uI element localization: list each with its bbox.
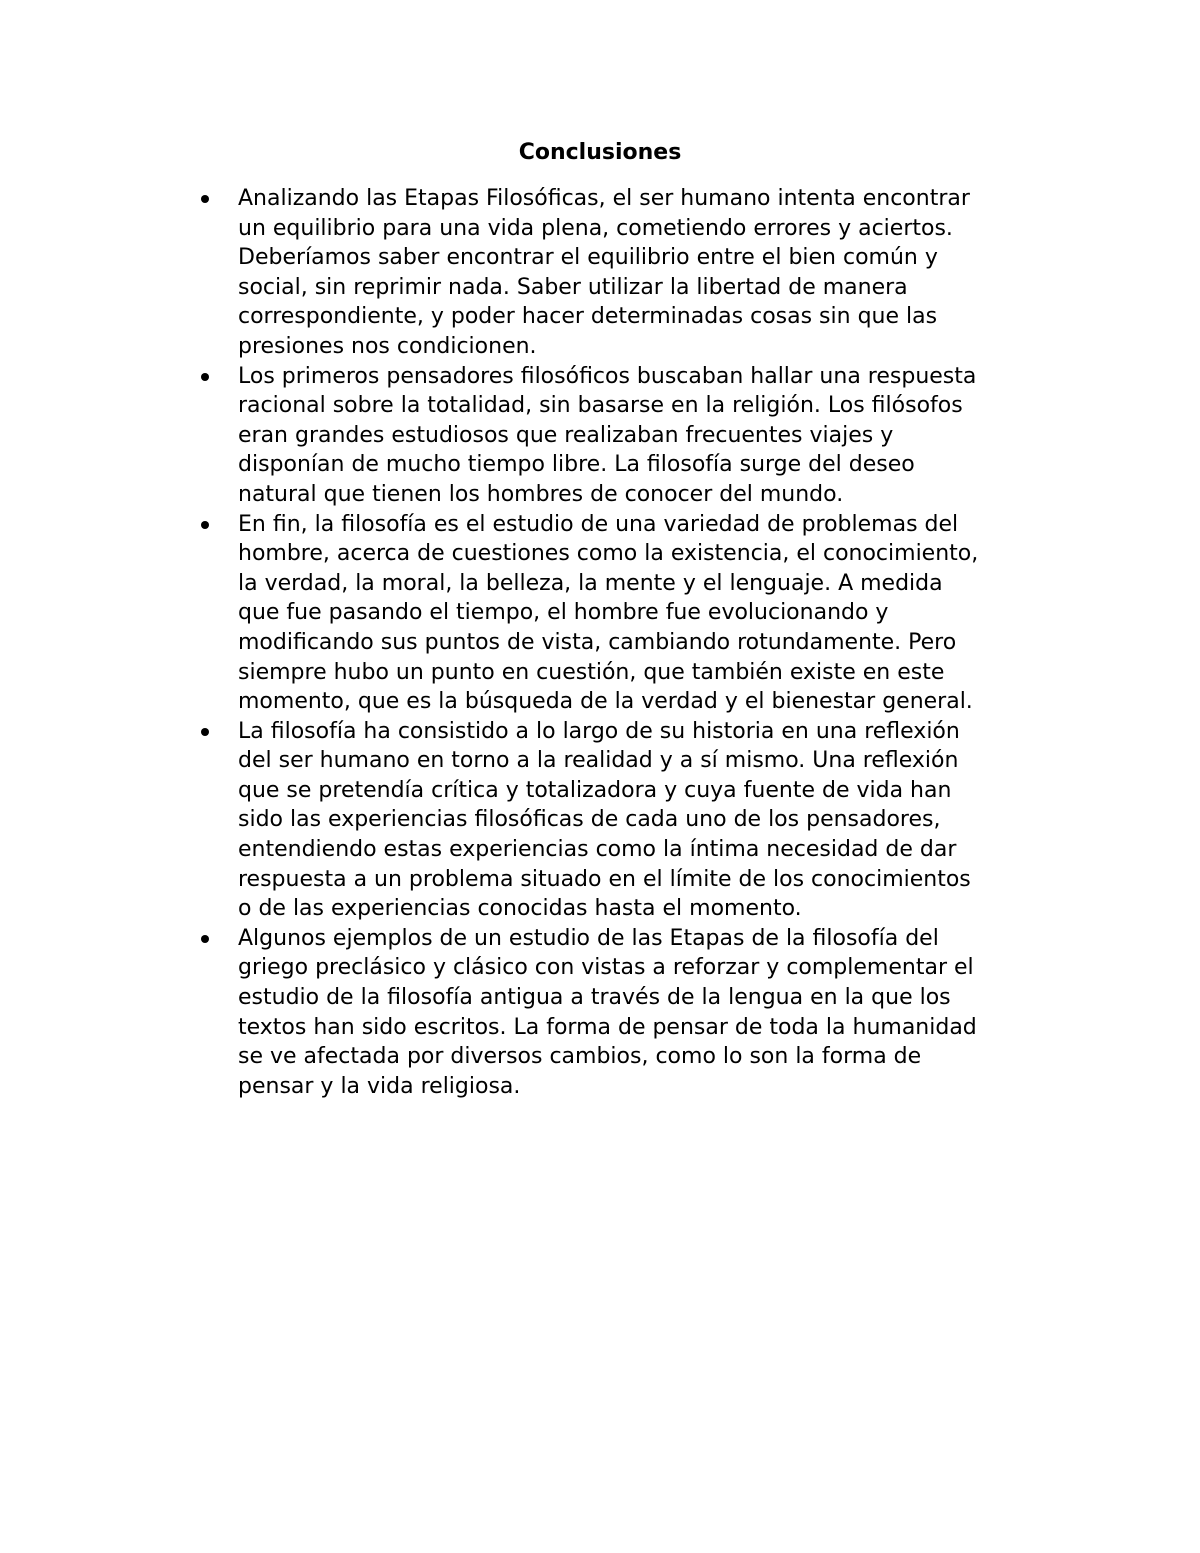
list-item bbox=[238, 717, 1038, 924]
bullet-icon bbox=[201, 373, 209, 381]
page-title: Conclusiones bbox=[518, 140, 682, 165]
list-item bbox=[238, 924, 1038, 1102]
list-item bbox=[238, 184, 1038, 362]
bullet-icon bbox=[201, 728, 209, 736]
bullet-icon bbox=[201, 521, 209, 529]
bullet-icon bbox=[201, 935, 209, 943]
bullet-icon bbox=[201, 195, 209, 203]
list-item-text: Algunos ejemplos de un estudio de las Etapas de la filosofía del griego preclásico y clásico con vistas a reforzar y complementar el estudio de la filosofía antigua a través de la lengua en la que los textos han sido escritos. La forma de pensar de toda la humanidad se ve afectada por diversos cambios, como lo son la forma de pensar y la vida religiosa. bbox=[238, 925, 977, 1099]
list-item-text: Los primeros pensadores filosóficos buscaban hallar una respuesta racional sobre la totalidad, sin basarse en la religión. Los filósofos eran grandes estudiosos que realizaban frecuentes viajes y disponían de mucho tiempo libre. La filosofía surge del deseo natural que tienen los hombres de conocer del mundo. bbox=[238, 363, 977, 507]
list-item bbox=[238, 362, 1038, 510]
list-item-text: La filosofía ha consistido a lo largo de su historia en una reflexión del ser humano en torno a la realidad y a sí mismo. Una reflexión que se pretendía crítica y totalizadora y cuya fuente de vida han sido las experiencias filosóficas de cada uno de los pensadores, entendiendo estas experiencias como la íntima necesidad de dar respuesta a un problema situado en el límite de los conocimientos o de las experiencias conocidas hasta el momento. bbox=[238, 718, 971, 922]
conclusions-list bbox=[238, 184, 1038, 1101]
list-item-text: En fin, la filosofía es el estudio de una variedad de problemas del hombre, acerca de cuestiones como la existencia, el conocimiento, la verdad, la moral, la belleza, la mente y el lenguaje. A medida que fue pasando el tiempo, el hombre fue evolucionando y modificando sus puntos de vista, cambiando rotundamente. Pero siempre hubo un punto en cuestión, que también existe en este momento, que es la búsqueda de la verdad y el bienestar general. bbox=[238, 511, 979, 715]
list-item-text: Analizando las Etapas Filosóficas, el ser humano intenta encontrar un equilibrio para una vida plena, cometiendo errores y aciertos. Deberíamos saber encontrar el equilibrio entre el bien común y social, sin reprimir nada. Saber utilizar la libertad de manera correspondiente, y poder hacer determinadas cosas sin que las presiones nos condicionen. bbox=[238, 186, 970, 359]
list-item bbox=[238, 510, 1038, 717]
